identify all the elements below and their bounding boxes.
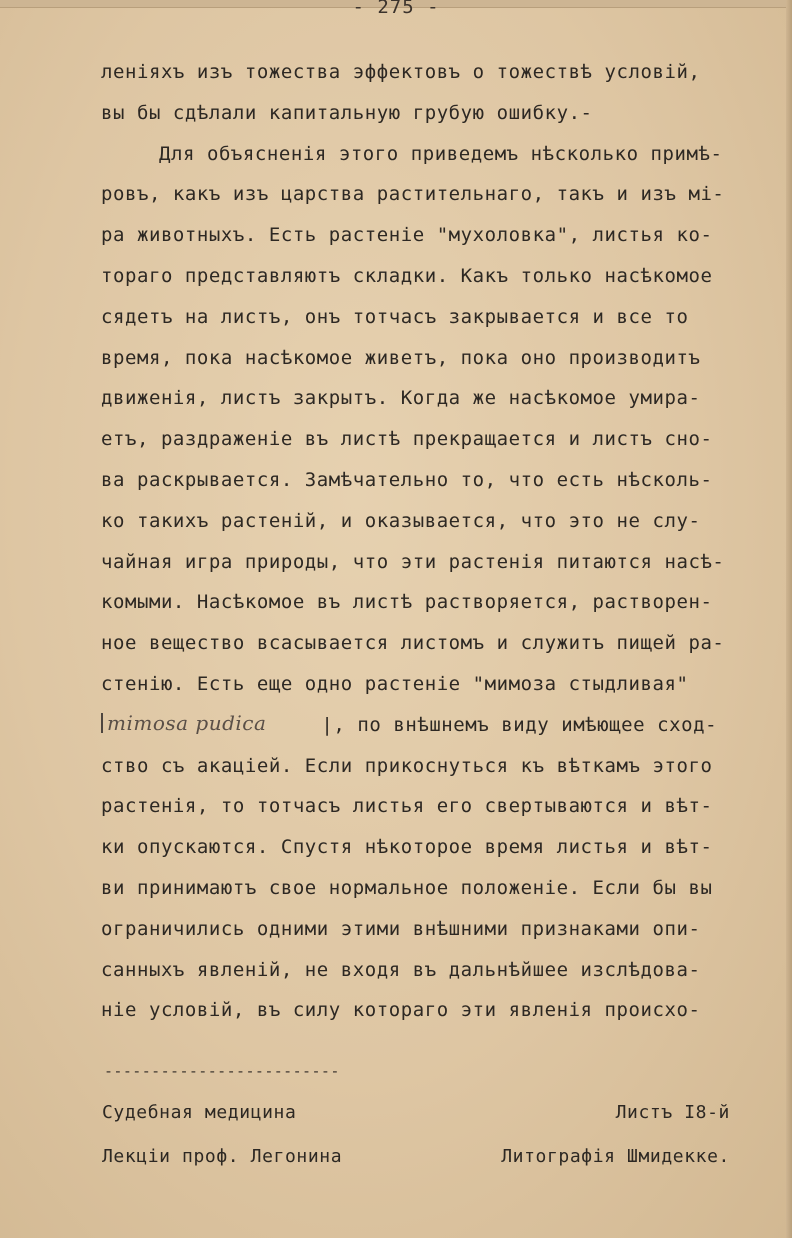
footer-divider: ------------------------- (104, 1062, 340, 1080)
text-line: санныхъ явленій, не входя въ дальнѣйшее изслѣдова- (101, 958, 701, 981)
footer-sheet-number: Листъ I8-й (615, 1102, 730, 1123)
text-line: етъ, раздраженіе въ листѣ прекращается и листъ сно- (101, 428, 713, 451)
text-line: ко такихъ растеній, и оказывается, что это не слу- (101, 509, 701, 532)
footer-row-2 (102, 1146, 730, 1167)
text-line: чайная игра природы, что эти растенія питаются насѣ- (101, 550, 725, 573)
page-right-edge (786, 0, 792, 1238)
text-line: тораго представляютъ складки. Какъ только насѣкомое (101, 264, 713, 287)
text-line: ра животныхъ. Есть растеніе "мухоловка", листья ко- (101, 224, 713, 247)
text-line: ное вещество всасывается листомъ и служитъ пищей ра- (101, 632, 725, 655)
footer-course-title: Судебная медицина (102, 1102, 297, 1123)
text-line: леніяхъ изъ тожества эффектовъ о тожествѣ условій, (101, 61, 701, 83)
text-line: ограничились одними этими внѣшними признаками опи- (101, 917, 701, 940)
footer-row-1 (102, 1102, 730, 1123)
footer-printer: Литографія Шмидекке. (501, 1146, 730, 1167)
text-line: ровъ, какъ изъ царства растительнаго, такъ и изъ мі- (101, 183, 725, 206)
text-line: ки опускаются. Спустя нѣкоторое время листья и вѣт- (101, 836, 713, 859)
text-line-tail: |, по внѣшнемъ виду имѣющее сход- (321, 713, 718, 736)
text-line: ство съ акаціей. Если прикоснуться къ вѣткамъ этого (101, 754, 713, 777)
text-line: растенія, то тотчасъ листья его свертываются и вѣт- (101, 795, 713, 818)
body-text (101, 52, 761, 1031)
handwritten-line (101, 705, 761, 746)
paragraph-start-line: Для объясненія этого приведемъ нѣсколько примѣ- (159, 142, 723, 165)
text-line: стенію. Есть еще одно растеніе "мимоза стыдливая" (101, 672, 689, 695)
text-line: комыми. Насѣкомое въ листѣ растворяется, растворен- (101, 591, 713, 614)
text-line: ва раскрывается. Замѣчательно то, что есть нѣсколь- (101, 468, 713, 491)
footer-lecturer: Лекціи проф. Легонина (102, 1146, 343, 1167)
text-line: время, пока насѣкомое живетъ, пока оно производитъ (101, 346, 701, 369)
handwritten-annotation: mimosa pudica (101, 703, 321, 744)
text-line: ніе условій, въ силу котораго эти явленія происхо- (101, 999, 701, 1022)
text-line: ви принимаютъ свое нормальное положеніе. Если бы вы (101, 876, 713, 899)
text-line: вы бы сдѣлали капитальную грубую ошибку.- (101, 101, 593, 124)
text-line: движенія, листъ закрытъ. Когда же насѣкомое умира- (101, 387, 701, 410)
page-number: - 275 - (352, 0, 440, 18)
text-line: сядетъ на листъ, онъ тотчасъ закрывается и все то (101, 305, 689, 328)
